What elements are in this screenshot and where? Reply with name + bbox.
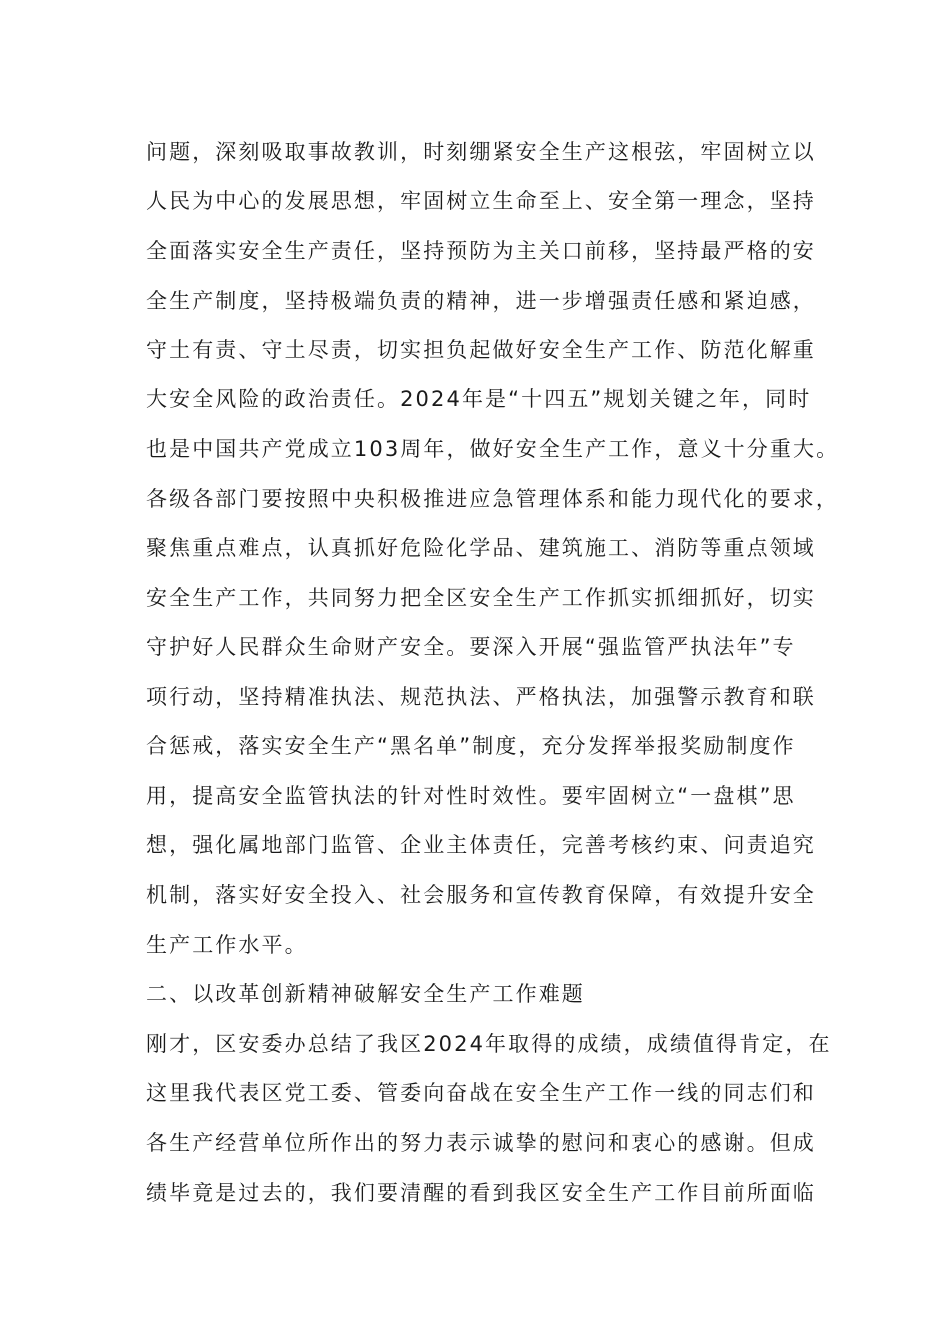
text-line: 守护好人民群众生命财产安全。要深入开展“强监管严执法年”专: [146, 635, 796, 659]
text-line: 合惩戒，落实安全生产“黑名单”制度，充分发挥举报奖励制度作: [146, 734, 796, 758]
text-line: 大安全风险的政治责任。2024年是“十四五”规划关键之年，同时: [146, 387, 812, 411]
text-line: 各级各部门要按照中央积极推进应急管理体系和能力现代化的要求，: [146, 487, 839, 511]
text-line: 守土有责、守土尽责，切实担负起做好安全生产工作、防范化解重: [146, 338, 816, 362]
text-line: 用，提高安全监管执法的针对性时效性。要牢固树立“一盘棋”思: [146, 784, 796, 808]
text-line: 人民为中心的发展思想，牢固树立生命至上、安全第一理念，坚持: [146, 189, 816, 213]
text-line: 安全生产工作，共同努力把全区安全生产工作抓实抓细抓好，切实: [146, 586, 816, 610]
text-line: 想，强化属地部门监管、企业主体责任，完善考核约束、问责追究: [146, 833, 816, 857]
text-line: 刚才，区安委办总结了我区2024年取得的成绩，成绩值得肯定，在: [146, 1032, 832, 1056]
text-line: 绩毕竟是过去的，我们要清醒的看到我区安全生产工作目前所面临: [146, 1181, 816, 1205]
text-line: 全生产制度，坚持极端负责的精神，进一步增强责任感和紧迫感，: [146, 289, 816, 313]
section-heading: 二、以改革创新精神破解安全生产工作难题: [146, 982, 585, 1006]
text-line: 聚焦重点难点，认真抓好危险化学品、建筑施工、消防等重点领域: [146, 536, 816, 560]
text-line: 生产工作水平。: [146, 933, 308, 957]
text-line: 机制，落实好安全投入、社会服务和宣传教育保障，有效提升安全: [146, 883, 816, 907]
text-line: 各生产经营单位所作出的努力表示诚挚的慰问和衷心的感谢。但成: [146, 1131, 816, 1155]
text-line: 全面落实安全生产责任，坚持预防为主关口前移，坚持最严格的安: [146, 239, 816, 263]
text-line: 问题，深刻吸取事故教训，时刻绷紧安全生产这根弦，牢固树立以: [146, 140, 816, 164]
text-line: 这里我代表区党工委、管委向奋战在安全生产工作一线的同志们和: [146, 1081, 816, 1105]
text-line: 项行动，坚持精准执法、规范执法、严格执法，加强警示教育和联: [146, 685, 816, 709]
text-line: 也是中国共产党成立103周年，做好安全生产工作，意义十分重大。: [146, 437, 840, 461]
